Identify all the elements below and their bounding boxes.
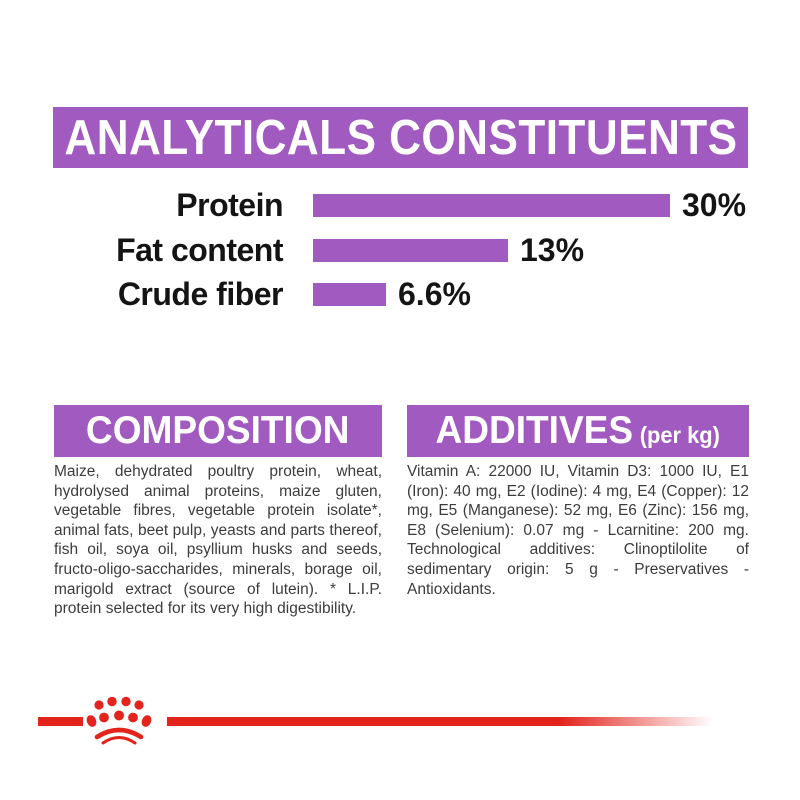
fat-content-value: 13% bbox=[520, 231, 585, 268]
chart-row-crude-fiber bbox=[40, 272, 770, 316]
red-divider-line-left bbox=[38, 717, 83, 726]
crude-fiber-label: Crude fiber bbox=[117, 275, 283, 312]
analyticals-title: ANALYTICALS CONSTITUENTS bbox=[63, 110, 738, 165]
protein-bar bbox=[313, 194, 670, 217]
additives-title: ADDITIVES bbox=[435, 409, 634, 452]
crude-fiber-value: 6.6% bbox=[398, 275, 471, 312]
royal-canin-crown-icon bbox=[84, 672, 156, 746]
additives-text: Vitamin A: 22000 IU, Vitamin D3: 1000 IU, E1 (Iron): 40 mg, E2 (Iodine): 4 mg, E4 (Copper): 12 mg, E5 (Manganese): 52 mg, E6 (Zinc): 156 mg, E8 (Selenium): 0.07 mg - Lcarnitine: 200 mg. Technological additives: Clinoptilolite of sedimentary origin: 5 g - Preservatives - Antioxidants. bbox=[407, 463, 749, 598]
fat-content-bar bbox=[313, 239, 508, 262]
fat-content-label: Fat content bbox=[116, 231, 283, 268]
additives-per-kg-label: (per kg) bbox=[640, 422, 721, 448]
red-divider-line-right bbox=[167, 717, 713, 726]
analyticals-header-banner bbox=[53, 107, 748, 168]
chart-row-protein bbox=[40, 183, 770, 227]
protein-label: Protein bbox=[176, 186, 283, 223]
composition-header-banner bbox=[54, 405, 382, 457]
composition-title: COMPOSITION bbox=[86, 409, 350, 452]
protein-value: 30% bbox=[682, 186, 747, 223]
composition-text: Maize, dehydrated poultry protein, wheat, hydrolysed animal proteins, maize gluten, vegetable fibres, vegetable protein isolate*, animal fats, beet pulp, yeasts and parts thereof, fish oil, soya oil, psyllium husks and seeds, fructo-oligo-saccharides, minerals, borage oil, marigold extract (source of lutein). * L.I.P. protein selected for its very high digestibility. bbox=[54, 463, 382, 618]
additives-header-banner bbox=[407, 405, 749, 457]
chart-row-fat-content bbox=[40, 228, 770, 272]
crude-fiber-bar bbox=[313, 283, 386, 306]
